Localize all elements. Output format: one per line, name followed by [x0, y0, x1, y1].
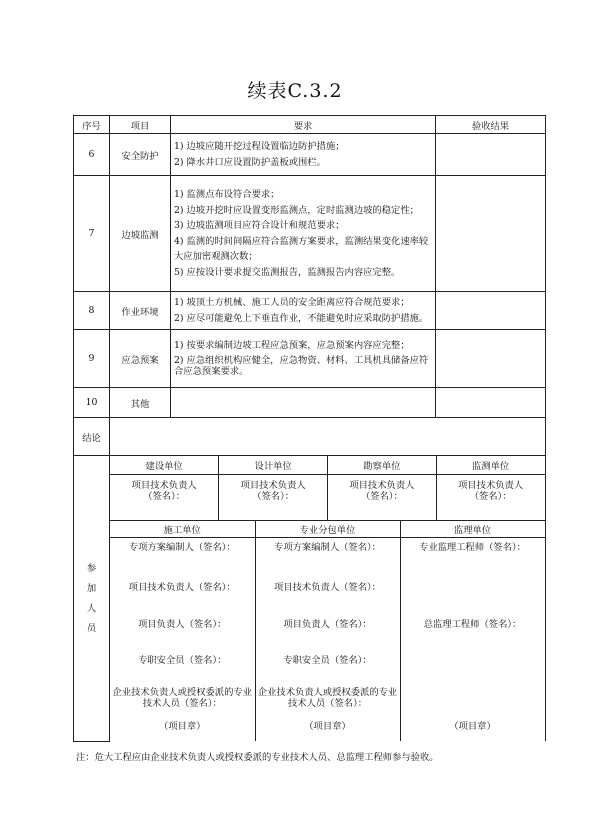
unit-survey: 勘察单位 [328, 456, 437, 474]
requirement-line: 4) 监测的时间间隔应符合监测方案要求，监测结果变化速率较 [174, 235, 429, 247]
row-requirement [171, 134, 436, 176]
units-bottom-table [110, 521, 546, 741]
row-item: 安全防护 [110, 134, 171, 176]
footnote: 注：危大工程应由企业技术负责人或授权委派的专业技术人员、总监理工程师参与验收。 [76, 752, 439, 763]
requirement-line: 3) 边坡监测项目应符合设计和规范要求； [174, 220, 345, 231]
table-row [74, 176, 546, 292]
requirement-line: 2) 边坡开挖时应设置变形监测点，定时监测边坡的稳定性； [174, 204, 419, 216]
table-row [74, 388, 546, 418]
header-row [74, 116, 546, 134]
row-result[interactable] [436, 134, 546, 176]
row-item: 边坡监测 [110, 176, 171, 292]
signature-column[interactable]: 专项方案编制人（签名）： 项目技术负责人（签名）： 项目负责人（签名）： 专职安全员（签名）： 企业技术负责人或授权委派的专业技术人员（签名）： （项目章） [110, 538, 255, 741]
row-no: 7 [74, 176, 110, 292]
row-no: 10 [74, 388, 110, 418]
table-row [74, 292, 546, 330]
requirement-line: 2) 应急组织机构应健全，应急物资、材料、工具机具储备应符合应急预案要求。 [174, 355, 429, 378]
conclusion-field[interactable] [110, 418, 546, 456]
requirement-line: 大应加密观测次数； [174, 251, 258, 262]
header-item: 项目 [110, 116, 171, 134]
participants-label: 参 加 人 员 [74, 456, 110, 742]
row-result[interactable] [436, 330, 546, 388]
row-no: 6 [74, 134, 110, 176]
requirement-line: 2) 应尽可能避免上下垂直作业，不能避免时应采取防护措施。 [174, 312, 429, 324]
requirement-line: 5) 应按设计要求提交监测报告，监测报告内容应完整。 [174, 266, 401, 278]
header-requirement: 要求 [171, 116, 436, 134]
row-result[interactable] [436, 292, 546, 330]
acceptance-table [73, 115, 546, 742]
units-top-table [110, 456, 546, 521]
row-result[interactable] [436, 388, 546, 418]
unit-construction: 建设单位 [110, 456, 219, 474]
requirement-line: 1) 按要求编制边坡工程应急预案，应急预案内容应完整； [174, 339, 410, 351]
signature-column[interactable]: 专项方案编制人（签名）： 项目技术负责人（签名）： 项目负责人（签名）： 专职安全员（签名）： 企业技术负责人或授权委派的专业技术人员（签名）： （项目章） [255, 538, 400, 741]
header-result: 验收结果 [436, 116, 546, 134]
signature-cell[interactable]: 项目技术负责人 （签名）： [110, 474, 219, 520]
requirement-line: 1) 边坡应随开挖过程设置临边防护措施； [174, 141, 345, 152]
unit-design: 设计单位 [219, 456, 328, 474]
row-item: 其他 [110, 388, 171, 418]
requirement-line: 1) 监测点布设符合要求； [174, 189, 280, 200]
row-result[interactable] [436, 176, 546, 292]
row-requirement[interactable] [171, 388, 436, 418]
row-requirement [171, 292, 436, 330]
row-item: 作业环境 [110, 292, 171, 330]
unit-monitoring: 监测单位 [436, 456, 545, 474]
signature-column[interactable]: 专业监理工程师（签名）： 总监理工程师（签名）： （项目章） [400, 538, 545, 741]
participants-row [74, 456, 546, 742]
row-no: 9 [74, 330, 110, 388]
unit-supervision: 监理单位 [400, 521, 545, 538]
unit-subcontractor: 专业分包单位 [255, 521, 400, 538]
unit-contractor: 施工单位 [110, 521, 255, 538]
conclusion-label: 结论 [74, 418, 110, 456]
table-row [74, 330, 546, 388]
conclusion-row [74, 418, 546, 456]
signature-cell[interactable]: 项目技术负责人 （签名）： [436, 474, 545, 520]
participants-cell [110, 456, 546, 742]
header-no: 序号 [74, 116, 110, 134]
row-requirement [171, 176, 436, 292]
signature-cell[interactable]: 项目技术负责人 （签名）： [219, 474, 328, 520]
row-requirement [171, 330, 436, 388]
row-item: 应急预案 [110, 330, 171, 388]
requirement-line: 2) 降水井口应设置防护盖板或围栏。 [174, 156, 326, 168]
page-title: 续表C.3.2 [247, 80, 343, 102]
requirement-line: 1) 坡顶土方机械、施工人员的安全距离应符合规范要求； [174, 297, 410, 308]
table-row [74, 134, 546, 176]
row-no: 8 [74, 292, 110, 330]
signature-cell[interactable]: 项目技术负责人 （签名）： [328, 474, 437, 520]
